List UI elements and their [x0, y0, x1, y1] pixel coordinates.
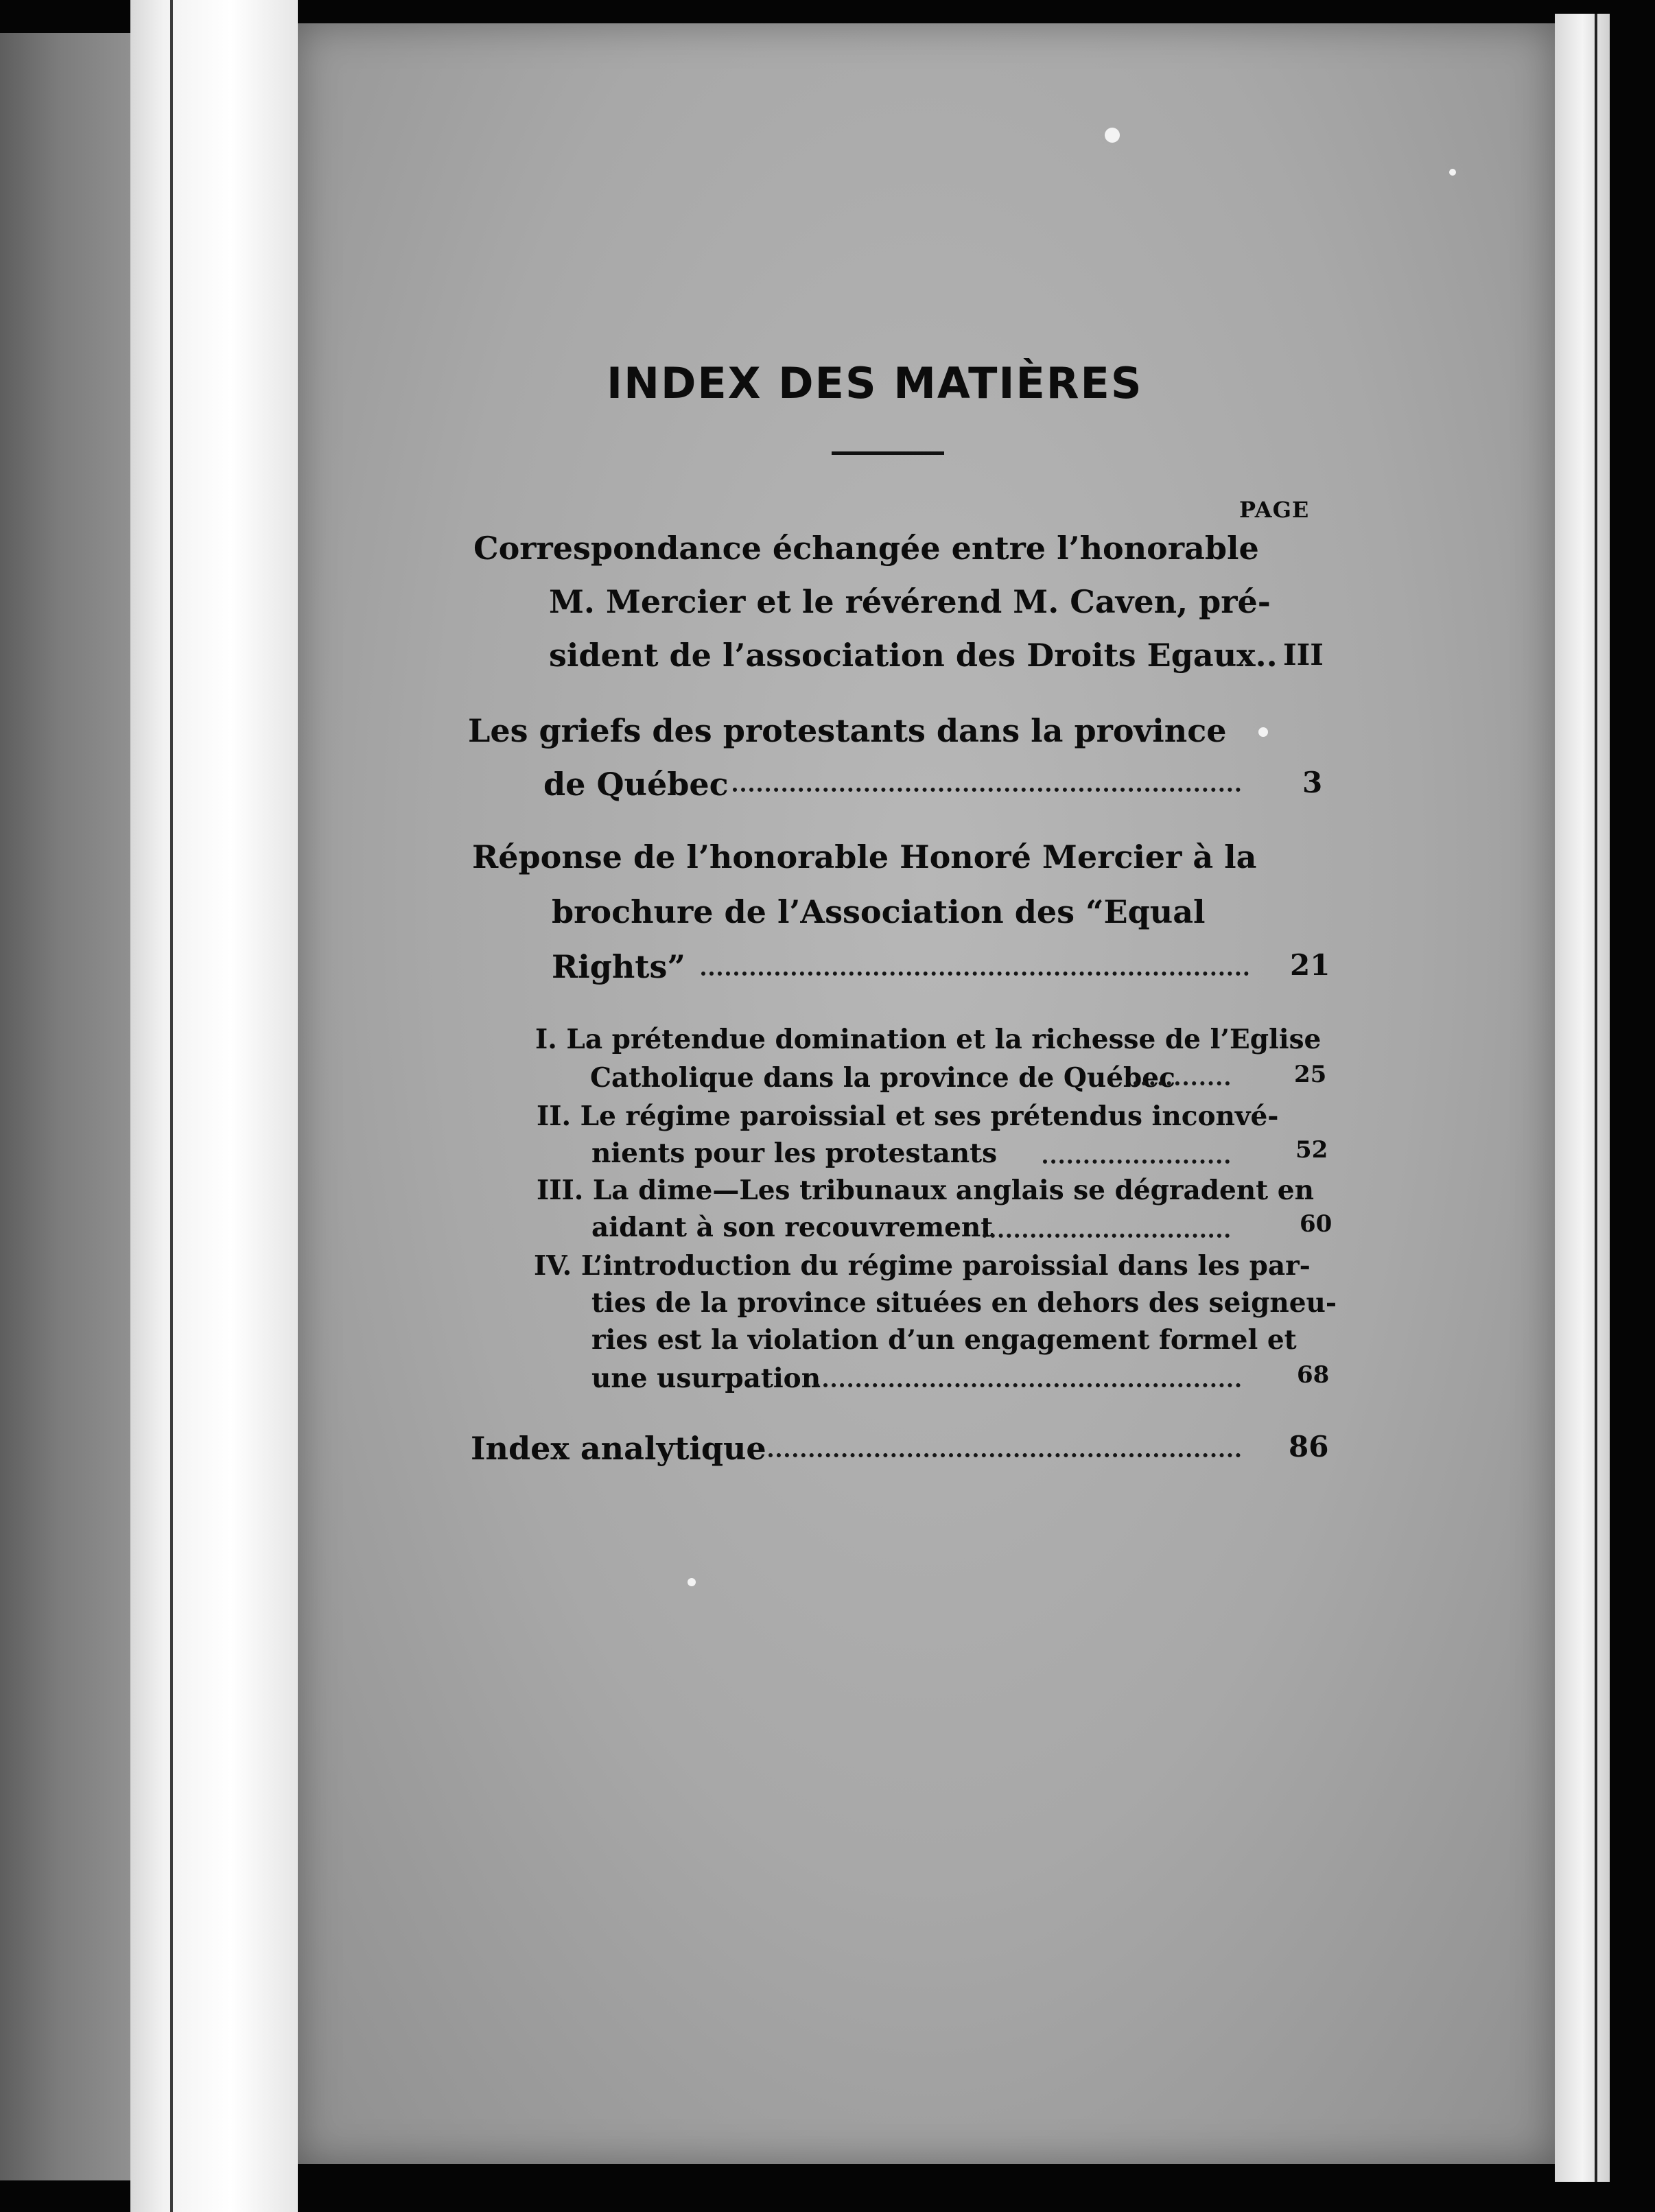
final-entry-label: Index analytique	[471, 1430, 766, 1467]
right-page-edge	[1555, 14, 1610, 2182]
page-margin-strip	[130, 0, 298, 2212]
entry-2-dot-leader	[733, 788, 1241, 792]
subentry-4-line-1: IV. L’introduction du régime paroissial dans les par-	[534, 1250, 1311, 1282]
subentry-1-line-2: Catholique dans la province de Québec	[590, 1062, 1175, 1094]
final-entry-page: 86	[1289, 1430, 1329, 1463]
subentry-2-page: 52	[1295, 1136, 1328, 1164]
entry-2-line-2: de Québec	[543, 766, 729, 803]
entry-1-line-1: Correspondance échangée entre l’honorable	[473, 530, 1259, 567]
entry-3-line-2: brochure de l’Association des “Equal	[552, 893, 1206, 930]
paper-speck	[1258, 727, 1268, 737]
subentry-3-line-2: aidant à son recouvrement	[591, 1212, 994, 1243]
paper-speck	[688, 1578, 696, 1586]
final-entry-dot-leader	[768, 1453, 1241, 1457]
index-title: INDEX DES MATIÈRES	[607, 358, 1143, 408]
entry-1-line-2: M. Mercier et le révérend M. Caven, pré-	[549, 583, 1271, 620]
subentry-1-line-1: I. La prétendue domination et la richesse de l’Eglise	[535, 1024, 1322, 1055]
entry-1-page: III	[1283, 638, 1324, 672]
subentry-4-dot-leader	[815, 1383, 1241, 1387]
index-page	[298, 23, 1555, 2164]
entry-3-line-1: Réponse de l’honorable Honoré Mercier à la	[472, 838, 1257, 875]
subentry-2-dot-leader	[1043, 1160, 1230, 1164]
entry-2-page: 3	[1302, 766, 1323, 799]
entry-3-page: 21	[1290, 948, 1330, 982]
entry-2-line-1: Les griefs des protestants dans la province	[468, 712, 1227, 749]
subentry-1-page: 25	[1294, 1061, 1327, 1088]
subentry-3-dot-leader	[983, 1234, 1230, 1238]
subentry-1-dot-leader	[1134, 1081, 1230, 1085]
subentry-4-line-4: une usurpation	[591, 1363, 821, 1394]
left-page-edge	[0, 33, 130, 2180]
subentry-4-line-2: ties de la province situées en dehors des seigneu-	[591, 1287, 1337, 1319]
entry-3-line-3: Rights”	[552, 948, 685, 985]
paper-speck	[1449, 169, 1456, 176]
subentry-3-page: 60	[1300, 1210, 1333, 1238]
paper-speck	[1105, 128, 1120, 143]
subentry-2-line-1: II. Le régime paroissial et ses prétendus inconvé-	[537, 1101, 1279, 1132]
entry-3-dot-leader	[701, 972, 1249, 976]
subentry-2-line-2: nients pour les protestants	[591, 1138, 998, 1169]
page-column-header: PAGE	[1239, 497, 1310, 523]
subentry-4-line-3: ries est la violation d’un engagement formel et	[591, 1324, 1297, 1356]
subentry-4-page: 68	[1297, 1361, 1330, 1389]
entry-1-line-3: sident de l’association des Droits Egaux..	[549, 637, 1278, 674]
subentry-3-line-1: III. La dime—Les tribunaux anglais se dégradent en	[537, 1175, 1314, 1206]
title-rule	[832, 451, 944, 455]
